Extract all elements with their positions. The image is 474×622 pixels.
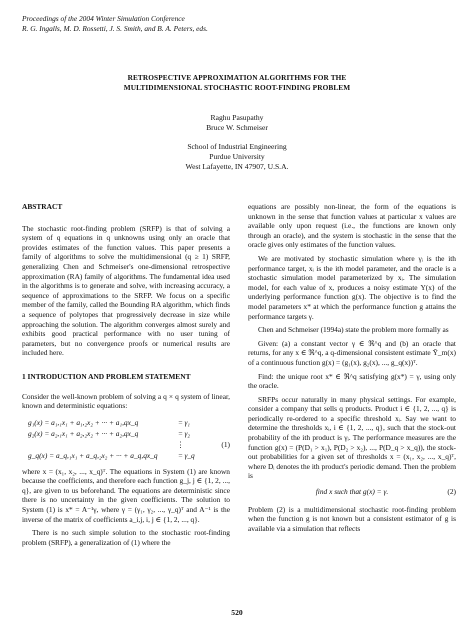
equation-system-1	[22, 417, 230, 461]
affiliation-line-2: Purdue University	[209, 152, 265, 161]
equation-rhs: γ₂	[184, 428, 190, 438]
abstract-heading: ABSTRACT	[22, 202, 63, 211]
intro-paragraph-2: where x = (x₁, x₂, ..., x_q)ᵀ. The equations in System (1) are known because the coefficients, and therefore each function g_j, j ∈ {1, 2, ..., q}, are given to us beforehand. The equations are deterministic since there is no uncertainty in the given coefficients. The solution to System (1) is x* = A⁻¹γ, where γ = (γ₁, γ₂, ..., γ_q)ᵀ and A⁻¹ is the inverse of the matrix of coefficients a_i,j, i, j ∈ {1, 2, ..., q}.	[22, 466, 230, 524]
equation-number: (1)	[221, 439, 230, 449]
paper-title	[40, 73, 434, 93]
right-paragraph-2: We are motivated by stochastic simulation where γᵢ is the ith performance target, xᵢ is the ith model parameter, and the oracle is a stochastic simulation model parameterized by xᵢ. The simulation model, for each value of x, produces a noisy estimate Y(x) of the underlying performance function g(x). The objective is to find the model parameters x* at which the performance function g attains the performance targets γ.	[248, 253, 456, 321]
equation-lhs	[22, 439, 177, 450]
equation-2	[248, 487, 456, 497]
right-paragraph-1: equations are possibly non-linear, the form of the equations is unknown in the sense that function values at particular x values are available only upon request (i.e., the functions are known only through an oracle), and the system is stochastic in the sense that the oracle gives only estimates of the function values.	[248, 202, 456, 250]
affiliation-line-1: School of Industrial Engineering	[187, 142, 287, 151]
equation-2-body: find x such that g(x) = γ.	[315, 487, 389, 497]
left-column	[22, 202, 230, 551]
equation-relation: =	[178, 450, 183, 460]
affiliation	[40, 142, 434, 172]
proceedings-header	[22, 14, 208, 34]
header-line-1: Proceedings of the 2004 Winter Simulation Conference	[22, 14, 185, 23]
title-line-2: MULTIDIMENSIONAL STOCHASTIC ROOT-FINDING PROBLEM	[123, 83, 351, 92]
equation-rhs: γ₁	[184, 417, 190, 427]
page-number: 520	[231, 608, 243, 617]
right-column	[248, 202, 456, 537]
equation-relation: =	[178, 428, 183, 438]
section-1-heading: 1 INTRODUCTION AND PROBLEM STATEMENT	[22, 371, 191, 381]
affiliation-line-3: West Lafayette, IN 47907, U.S.A.	[185, 162, 289, 171]
title-line-1: RETROSPECTIVE APPROXIMATION ALGORITHMS FOR THE	[127, 73, 347, 82]
intro-paragraph-1: Consider the well-known problem of solving a q × q system of linear, known and deterministic equations:	[22, 391, 230, 411]
equation-row	[22, 428, 230, 439]
intro-paragraph-3: There is no such simple solution to the stochastic root-finding problem (SRFP), a generalization of (1) where the	[22, 528, 230, 547]
right-paragraph-3: Chen and Schmeiser (1994a) state the problem more formally as	[258, 325, 449, 335]
equation-lhs: g₂(x) = a₂,₁x₁ + a₂,₂x₂ + ··· + a₂,qx_q	[28, 428, 139, 438]
header-line-2: R. G. Ingalls, M. D. Rossetti, J. S. Smith, and B. A. Peters, eds.	[22, 24, 208, 33]
right-paragraph-4: SRFPs occur naturally in many physical settings. For example, consider a company that sells q products. Product i ∈ {1, 2, ..., q} is periodically re-ordered to a specific threshold xᵢ. Say we want to determine the thresholds xᵢ, i ∈ {1, 2, ..., q}, such that the stock-out probability of the ith product is γᵢ. The performance measures are the function g(x) = (P(D₁ > x₁), P(D₂ > x₂), ..., P(D_q > x_q)), the stock-out probabilities for a given set of thresholds x = (x₁, x₂, ..., x_q)ᵀ, where Dᵢ denotes the ith product's periodic demand. Then the problem is	[248, 394, 456, 481]
equation-2-number: (2)	[447, 487, 456, 497]
equation-row	[22, 417, 230, 428]
equation-row	[22, 450, 230, 461]
author-1: Raghu Pasupathy	[210, 113, 264, 122]
equation-lhs: g₁(x) = a₁,₁x₁ + a₁,₂x₂ + ··· + a₁,qx_q	[28, 417, 139, 427]
equation-row	[22, 439, 230, 450]
abstract-text: The stochastic root-finding problem (SRFP) is that of solving a system of q equations in q unknowns using only an oracle that provides estimates of the function values. This paper presents a family of algorithms to solve the multidimensional (q ≥ 1) SRFP, generalizing Chen and Schmeiser's one-dimensional retrospective approximation (RA) family of algorithms. The fundamental idea used in the algorithms is to generate and solve, with increasing accuracy, a sequence of approximations to the SRFP. We focus on a specific member of the family, called the Bounding RA algorithm, which finds a sequence of polytopes that progressively decrease in size while approaching the solution. The algorithm converges almost surely and exhibits good practical performance with no user tuning of parameters, but no convergence proofs or numerical results are included here.	[22, 223, 230, 358]
equation-rhs: γ_q	[184, 450, 195, 460]
author-list	[40, 113, 434, 133]
equation-rhs	[184, 439, 214, 450]
find-statement: Find: the unique root x* ∈ ℜ^q satisfying g(x*) = γ, using only the oracle.	[248, 371, 456, 391]
equation-vdots: ⋮	[176, 439, 185, 449]
given-statement: Given: (a) a constant vector γ ∈ ℜ^q and (b) an oracle that returns, for any x ∈ ℜ^q, a q-dimensional consistent estimate Ȳ_m(x) of a continuous function g(x) = (g₁(x), g₂(x), ..., g_q(x))ᵀ.	[248, 338, 456, 367]
equation-relation: =	[178, 417, 183, 427]
author-2: Bruce W. Schmeiser	[206, 123, 268, 132]
equation-lhs: g_q(x) = a_q,₁x₁ + a_q,₂x₂ + ··· + a_q,qx_q	[28, 450, 158, 460]
right-paragraph-5: Problem (2) is a multidimensional stochastic root-finding problem when the function g is not known but a consistent estimator of g is available via a simulation that reflects	[248, 504, 456, 533]
